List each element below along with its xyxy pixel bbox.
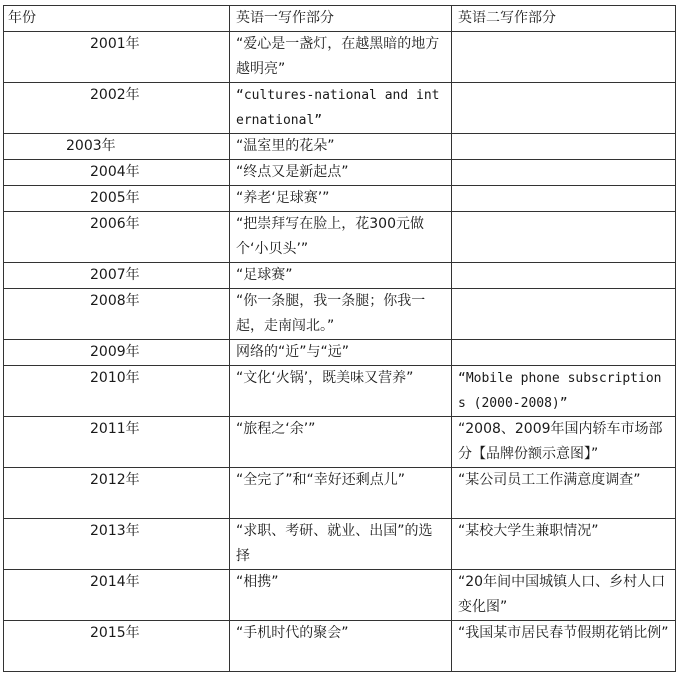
english-one-cell: “手机时代的聚会” (230, 621, 452, 672)
table-row (4, 570, 676, 621)
year-cell: 2005年 (4, 186, 230, 212)
english-two-cell: “某公司员工工作满意度调查” (452, 468, 676, 519)
english-one-cell: “温室里的花朵” (230, 134, 452, 160)
header-english-one: 英语一写作部分 (230, 6, 452, 32)
table-row (4, 417, 676, 468)
english-two-cell (452, 83, 676, 134)
english-two-cell (452, 340, 676, 366)
english-two-cell: “某校大学生兼职情况” (452, 519, 676, 570)
english-one-cell: “养老‘足球赛’” (230, 186, 452, 212)
english-two-cell (452, 32, 676, 83)
year-cell: 2006年 (4, 212, 230, 263)
english-one-cell: “求职、考研、就业、出国”的选择 (230, 519, 452, 570)
year-cell: 2004年 (4, 160, 230, 186)
english-two-cell (452, 212, 676, 263)
header-row (4, 6, 676, 32)
english-one-cell: “爱心是一盏灯，在越黑暗的地方越明亮” (230, 32, 452, 83)
table-row (4, 186, 676, 212)
english-one-cell: “旅程之‘余’” (230, 417, 452, 468)
english-one-cell: “终点又是新起点” (230, 160, 452, 186)
english-one-cell: “相携” (230, 570, 452, 621)
english-one-cell: “把崇拜写在脸上，花300元做个‘小贝头’” (230, 212, 452, 263)
year-cell: 2002年 (4, 83, 230, 134)
table-row (4, 289, 676, 340)
year-cell: 2003年 (4, 134, 230, 160)
table-row (4, 134, 676, 160)
table-row (4, 340, 676, 366)
table-row (4, 212, 676, 263)
table-row (4, 621, 676, 672)
year-cell: 2009年 (4, 340, 230, 366)
english-two-cell (452, 263, 676, 289)
year-cell: 2012年 (4, 468, 230, 519)
english-two-cell: “20年间中国城镇人口、乡村人口变化图” (452, 570, 676, 621)
year-cell: 2001年 (4, 32, 230, 83)
english-two-cell: “我国某市居民春节假期花销比例” (452, 621, 676, 672)
table-row (4, 519, 676, 570)
year-cell: 2013年 (4, 519, 230, 570)
table-row (4, 160, 676, 186)
english-one-cell: “足球赛” (230, 263, 452, 289)
year-cell: 2008年 (4, 289, 230, 340)
english-one-cell: “你一条腿，我一条腿；你我一起，走南闯北。” (230, 289, 452, 340)
english-two-cell: “2008、2009年国内轿车市场部分【品牌份额示意图】” (452, 417, 676, 468)
english-one-cell: “全完了”和“幸好还剩点儿” (230, 468, 452, 519)
english-one-cell: “文化‘火锅’，既美味又营养” (230, 366, 452, 417)
table-row (4, 32, 676, 83)
year-cell: 2015年 (4, 621, 230, 672)
year-cell: 2014年 (4, 570, 230, 621)
year-cell: 2010年 (4, 366, 230, 417)
english-one-cell: 网络的“近”与“远” (230, 340, 452, 366)
english-two-cell (452, 160, 676, 186)
year-cell: 2011年 (4, 417, 230, 468)
table-row (4, 468, 676, 519)
header-english-two: 英语二写作部分 (452, 6, 676, 32)
english-two-cell: “Mobile phone subscriptions (2000-2008)” (452, 366, 676, 417)
table-row (4, 83, 676, 134)
year-cell: 2007年 (4, 263, 230, 289)
table-row (4, 263, 676, 289)
header-year: 年份 (4, 6, 230, 32)
essay-topics-table (3, 5, 676, 672)
english-two-cell (452, 134, 676, 160)
table-row (4, 366, 676, 417)
english-one-cell: “cultures-national and international” (230, 83, 452, 134)
english-two-cell (452, 289, 676, 340)
english-two-cell (452, 186, 676, 212)
